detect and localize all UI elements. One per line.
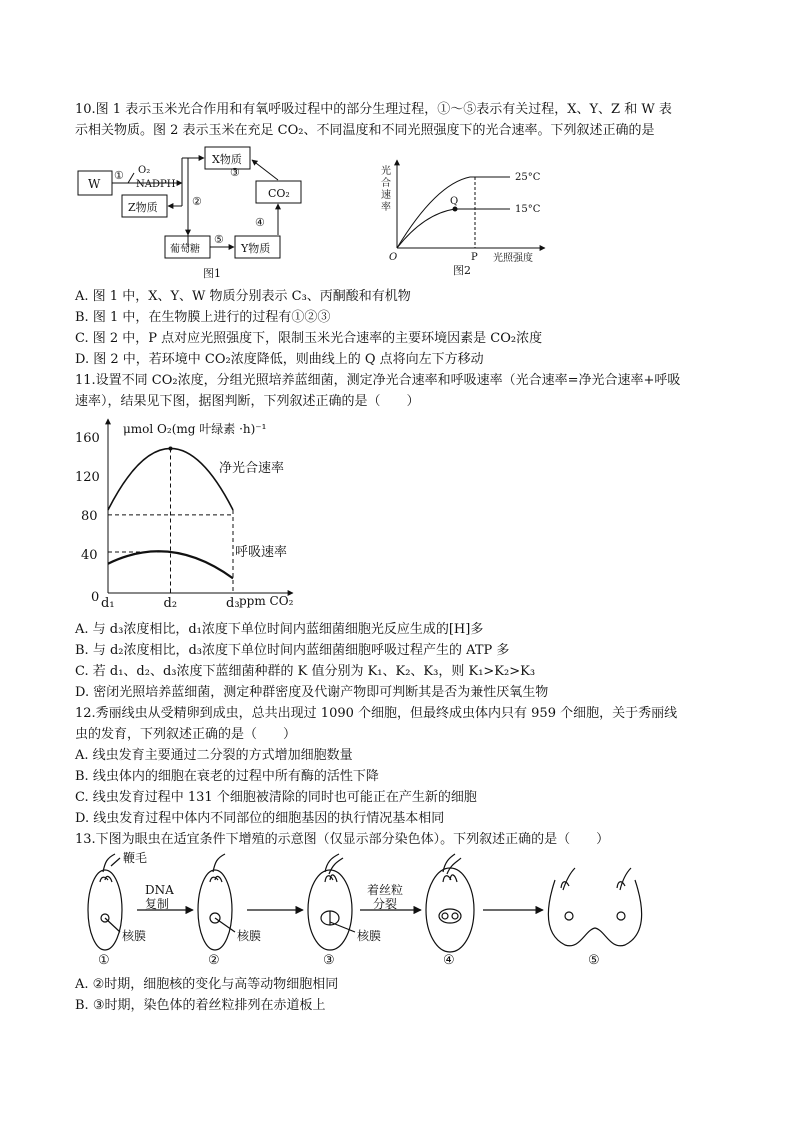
q13-figure — [75, 850, 655, 970]
label-y: Y物质 — [241, 242, 271, 255]
label-n4: ④ — [255, 216, 265, 229]
q13-option-a: A. ②时期，细胞核的变化与高等动物细胞相同 — [75, 977, 339, 992]
q10-stem-line1: 10.图 1 表示玉米光合作用和有氧呼吸过程中的部分生理过程，①～⑤表示有关过程，X、Y、Z 和 W 表 — [75, 102, 672, 117]
label-nuclear-membrane-3: 核膜 — [357, 929, 382, 943]
cell-2 — [198, 870, 232, 950]
label-n2: ② — [192, 195, 202, 208]
q13-stem: 13.下图为眼虫在适宜条件下增殖的示意图（仅显示部分染色体）。下列叙述正确的是（ ） — [75, 832, 610, 847]
label-stage-4: ④ — [443, 953, 455, 968]
series-label-net: 净光合速率 — [219, 461, 285, 477]
label-dna: DNA — [145, 883, 174, 897]
x-tick-label: d₃ — [226, 596, 240, 611]
label-division: 分裂 — [373, 897, 398, 911]
fig1-caption: 图1 — [203, 267, 221, 280]
label-stage-3: ③ — [323, 953, 335, 968]
fig2-ylabel-4: 率 — [381, 202, 391, 213]
q11-option-b: B. 与 d₂浓度相比，d₃浓度下单位时间内蓝细菌细胞呼吸过程产生的 ATP 多 — [75, 643, 510, 658]
q13-option-b: B. ③时期，染色体的着丝粒排列在赤道板上 — [75, 998, 326, 1013]
x-axis-label: ppm CO₂ — [239, 594, 294, 608]
label-n3: ③ — [230, 166, 240, 179]
curve-25c — [397, 177, 510, 248]
y-tick-label: 40 — [81, 547, 98, 563]
label-co2: CO₂ — [268, 187, 290, 200]
q12-stem-line2: 虫的发育，下列叙述正确的是（ ） — [75, 727, 297, 742]
q10-option-a: A. 图 1 中，X、Y、W 物质分别表示 C₃、丙酮酸和有机物 — [75, 289, 411, 304]
label-w: W — [88, 177, 101, 191]
curve-15c — [397, 209, 510, 248]
q10-option-b: B. 图 1 中，在生物膜上进行的过程有①②③ — [75, 310, 331, 325]
series-label-resp: 呼吸速率 — [235, 544, 288, 560]
label-stage-1: ① — [98, 953, 110, 968]
q12-option-b: B. 线虫体内的细胞在衰老的过程中所有酶的活性下降 — [75, 769, 379, 784]
y-tick-label: 80 — [81, 508, 98, 524]
q10-option-d: D. 图 2 中，若环境中 CO₂浓度降低，则曲线上的 Q 点将向左下方移动 — [75, 352, 484, 367]
y-tick-label: 0 — [91, 590, 100, 605]
label-n5: ⑤ — [214, 233, 224, 246]
label-centromere: 着丝粒 — [367, 883, 404, 897]
fig2-caption: 图2 — [453, 264, 471, 277]
label-stage-2: ② — [208, 953, 220, 968]
label-n1: ① — [114, 169, 124, 182]
q11-option-a: A. 与 d₃浓度相比，d₁浓度下单位时间内蓝细菌细胞光反应生成的[H]多 — [75, 622, 484, 637]
fig2-p: P — [471, 252, 478, 263]
fig2-q: Q — [450, 196, 459, 207]
label-o2: O₂ — [138, 165, 151, 176]
q11-chart — [75, 415, 325, 615]
label-glucose: 葡萄糖 — [170, 244, 200, 255]
data-point — [169, 446, 173, 450]
fig2-xlabel: 光照强度 — [493, 253, 533, 264]
q12-stem-line1: 12.秀丽线虫从受精卵到成虫，总共出现过 1090 个细胞，但最终成虫体内只有 959 个细胞，关于秀丽线 — [75, 706, 678, 721]
label-x: X物质 — [212, 153, 242, 166]
q12-option-a: A. 线虫发育主要通过二分裂的方式增加细胞数量 — [75, 748, 353, 763]
q11-option-c: C. 若 d₁、d₂、d₃浓度下蓝细菌种群的 K 值分别为 K₁、K₂、K₃，则 K₁>K₂>K₃ — [75, 664, 536, 679]
q10-figure1 — [70, 143, 350, 283]
cell-3 — [308, 870, 352, 950]
cell-4 — [426, 868, 474, 952]
cell-5 — [548, 880, 641, 946]
label-nadph: NADPH — [136, 179, 176, 190]
fig2-origin: O — [389, 252, 398, 263]
y-tick-label: 120 — [75, 469, 100, 485]
q10-stem-line2: 示相关物质。图 2 表示玉米在充足 CO₂、不同温度和不同光照强度下的光合速率。下列叙述正确的是 — [75, 123, 655, 138]
q12-option-c: C. 线虫发育过程中 131 个细胞被清除的同时也可能正在产生新的细胞 — [75, 790, 477, 805]
label-z: Z物质 — [128, 201, 158, 214]
label-nuclear-membrane-1: 核膜 — [122, 929, 147, 943]
label-nuclear-membrane-2: 核膜 — [237, 929, 262, 943]
fig2-ylabel-1: 光 — [381, 166, 391, 177]
label-flagellum: 鞭毛 — [123, 851, 148, 865]
y-tick-label: 160 — [75, 430, 100, 446]
fig2-series-15: 15°C — [515, 204, 541, 215]
q11-stem-line2: 速率），结果见下图，据图判断，下列叙述正确的是（ ） — [75, 394, 420, 409]
x-tick-label: d₂ — [163, 596, 178, 611]
fig2-series-25: 25°C — [515, 172, 541, 183]
q11-option-d: D. 密闭光照培养蓝细菌，测定种群密度及代谢产物即可判断其是否为兼性厌氧生物 — [75, 685, 549, 700]
cell-1 — [88, 870, 122, 950]
label-stage-5: ⑤ — [588, 953, 600, 968]
point-q — [453, 207, 458, 212]
q11-stem-line1: 11.设置不同 CO₂浓度，分组光照培养蓝细菌，测定净光合速率和呼吸速率（光合速率=净光合速率+呼吸 — [75, 373, 681, 388]
label-replication: 复制 — [145, 897, 170, 911]
y-axis-label: μmol O₂(mg 叶绿素 ·h)⁻¹ — [123, 422, 267, 436]
fig2-ylabel-3: 速 — [381, 190, 391, 201]
q12-option-d: D. 线虫发育过程中体内不同部位的细胞基因的执行情况基本相同 — [75, 811, 445, 826]
fig2-ylabel-2: 合 — [381, 178, 391, 189]
q10-figure2 — [375, 150, 550, 280]
q10-option-c: C. 图 2 中，P 点对应光照强度下，限制玉米光合速率的主要环境因素是 CO₂浓度 — [75, 331, 543, 346]
x-tick-label: d₁ — [101, 596, 115, 611]
